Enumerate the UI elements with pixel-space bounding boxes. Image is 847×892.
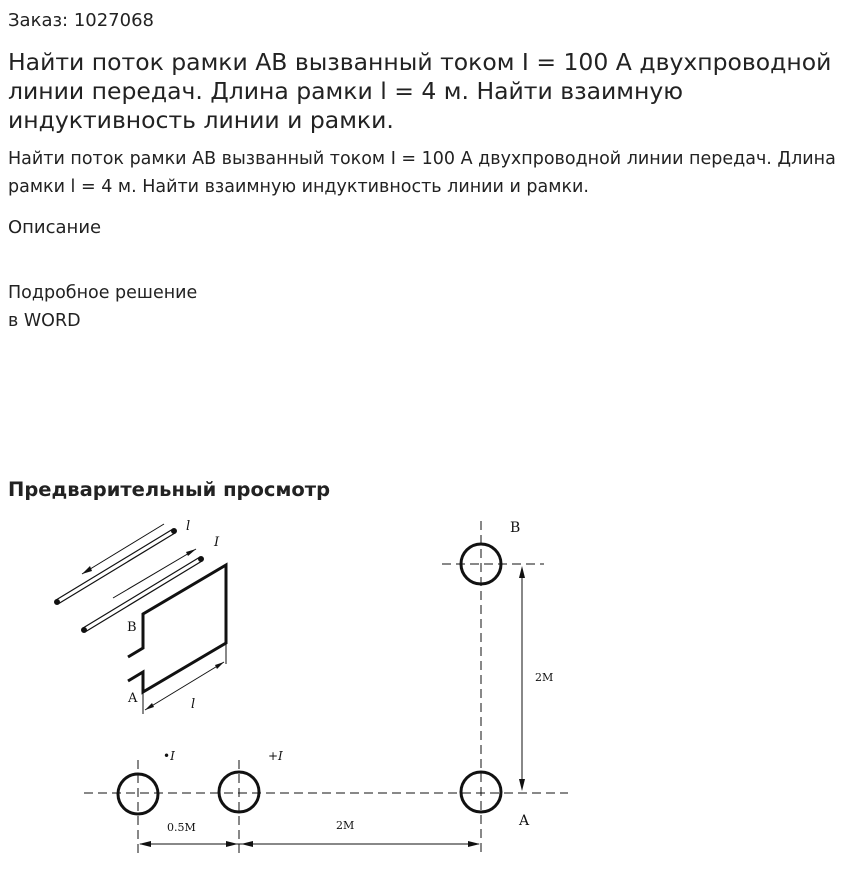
cross-section-diagram — [84, 521, 568, 855]
preview-title: Предварительный просмотр — [8, 478, 331, 501]
frame-ab — [128, 565, 226, 692]
wire-lower-end-left — [82, 628, 87, 633]
wire-upper-line-2 — [58, 533, 175, 604]
problem-figure — [0, 505, 640, 890]
label-dim-horizontal: 2M — [336, 819, 355, 832]
wire-upper-end-right — [172, 529, 177, 534]
label-point-b: B — [127, 620, 137, 635]
label-current-i: I — [214, 535, 220, 550]
page-title: Найти поток рамки АВ вызванный током I = 100 А двухпроводной линии передач. Длина рамки l = 4 м. Найти взаимную индуктивность линии и рамки. — [8, 48, 832, 134]
wire-lower-end-right — [199, 557, 204, 562]
label-l-bottom: l — [191, 697, 196, 712]
solution-line-2: в WORD — [8, 311, 81, 331]
label-section-b: B — [510, 520, 521, 536]
order-number: Заказ: 1027068 — [8, 10, 154, 31]
solution-info — [8, 279, 197, 335]
current-arrow-upper — [82, 524, 164, 574]
dim-l-arrow-right — [215, 662, 224, 669]
solution-line-1: Подробное решение — [8, 283, 198, 303]
dim-vertical-arrow-bottom — [519, 779, 525, 791]
task-description: Найти поток рамки АВ вызванный током I = 100 А двухпроводной линии передач. Длина рамки l = 4 м. Найти взаимную индуктивность линии и рамки. — [8, 149, 836, 197]
dim-l-arrow-left — [145, 703, 154, 710]
wire-upper-end-left — [55, 600, 60, 605]
current-arrowhead-lower — [186, 549, 196, 556]
current-arrowhead-upper — [82, 566, 92, 574]
label-point-a: A — [128, 691, 138, 706]
label-current-dot: •I — [163, 749, 175, 763]
label-l-top: l — [186, 519, 191, 534]
label-dim-half: 0.5M — [167, 821, 196, 834]
label-section-a: A — [519, 813, 530, 829]
description-section-label: Описание — [8, 217, 102, 238]
dim-2m-arrow-right — [468, 841, 480, 847]
dim-2m-arrow-left — [241, 841, 253, 847]
dim-half-arrow-right — [226, 841, 238, 847]
dim-vertical-arrow-top — [519, 566, 525, 578]
dim-half-arrow-left — [139, 841, 151, 847]
label-current-plus: +I — [268, 749, 283, 763]
perspective-diagram — [55, 524, 227, 714]
label-dim-vertical: 2M — [535, 671, 554, 684]
